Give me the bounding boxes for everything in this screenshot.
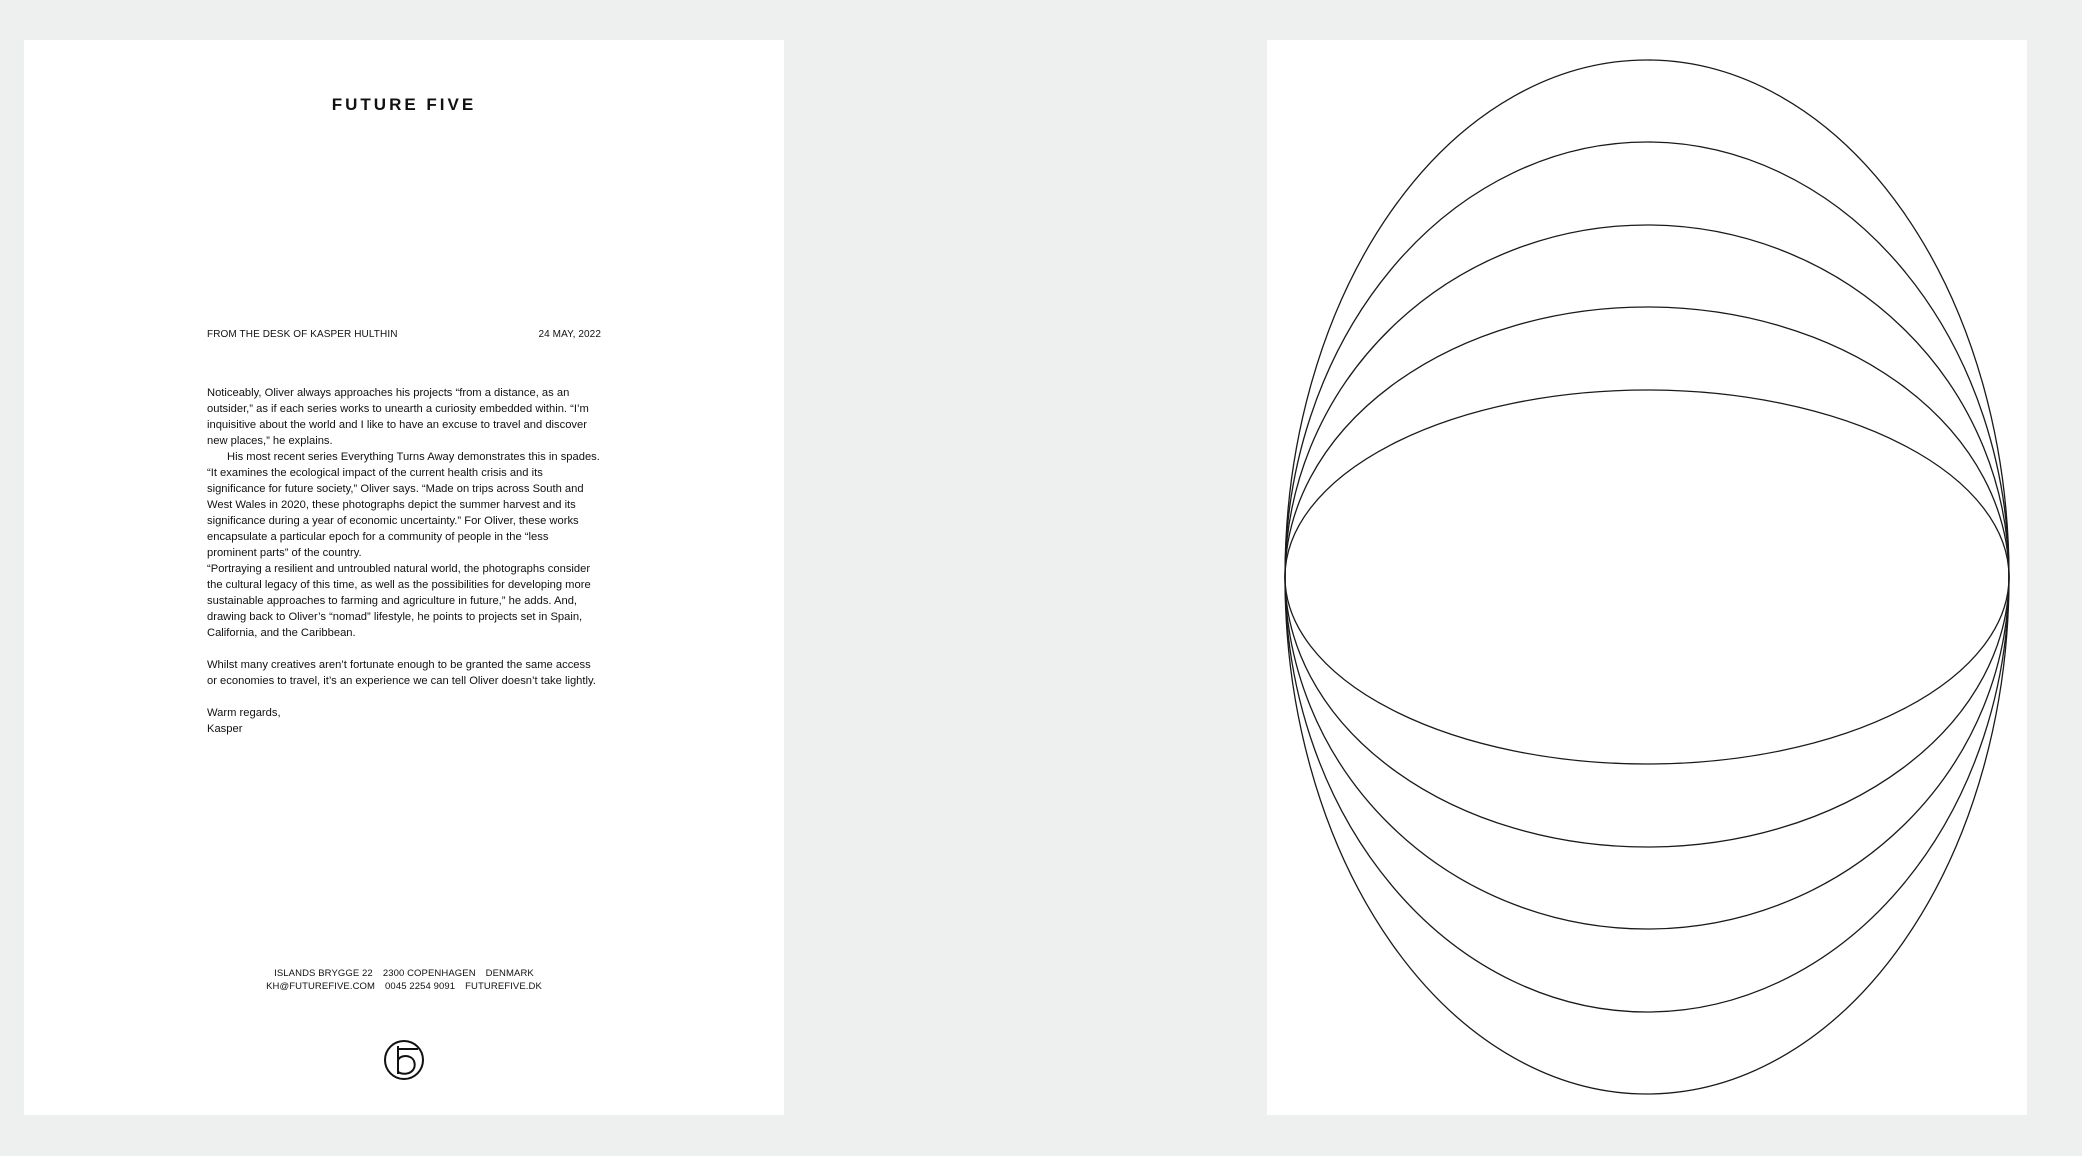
ellipse-2 <box>1285 142 2009 1012</box>
footer-country: DENMARK <box>485 968 534 979</box>
footer-street: ISLANDS BRYGGE 22 <box>274 968 373 979</box>
ellipse-3 <box>1285 225 2009 929</box>
footer-phone: 0045 2254 9091 <box>385 981 456 992</box>
body-paragraph-3: “Portraying a resilient and untroubled natural world, the photographs consider the cultural legacy of this time, as well as the possibilities for developing more sustainable approaches to farming and agriculture in future,” he adds. And, drawing back to Oliver’s “nomad” lifestyle, he points to projects set in Spain, California, and the Caribbean. <box>207 563 591 639</box>
letter-footer <box>24 967 784 993</box>
closing-line: Warm regards, <box>207 707 281 719</box>
brand-wordmark: FUTURE FIVE <box>331 95 477 114</box>
footer-city: 2300 COPENHAGEN <box>382 968 476 979</box>
letter-date: 24 MAY, 2022 <box>538 329 601 340</box>
footer-address-line <box>24 967 784 980</box>
ellipse-5 <box>1285 390 2009 764</box>
body-paragraph-2: His most recent series Everything Turns Away demonstrates this in spades. “It examines the ecological impact of the current health crisis and its significance for future society,” Oliver says. “Made on trips across South and West Wales in 2020, these photographs depict the summer harvest and its significance during a year of economic uncertainty.” For Oliver, these works encapsulate a particular epoch for a community of people in the “less prominent parts” of the country. <box>207 451 600 559</box>
from-line: FROM THE DESK OF KASPER HULTHIN <box>207 329 398 340</box>
signature: Kasper <box>207 723 243 735</box>
footer-website: FUTUREFIVE.DK <box>465 981 542 992</box>
footer-email: KH@FUTUREFIVE.COM <box>266 981 376 992</box>
letter-meta-row <box>207 329 601 340</box>
letter-page <box>24 40 784 1115</box>
body-paragraph-1: Noticeably, Oliver always approaches his projects “from a distance, as an outsider,” as if each series works to unearth a curiosity embedded within. “I’m inquisitive about the world and I like to have an excuse to travel and discover new places,” he explains. <box>207 387 589 447</box>
ellipse-1 <box>1285 60 2009 1094</box>
footer-contact-line <box>24 980 784 993</box>
letter-body <box>207 385 601 737</box>
body-paragraph-4: Whilst many creatives aren’t fortunate enough to be granted the same access or economies to travel, it’s an experience we can tell Oliver doesn’t take lightly. <box>207 659 596 687</box>
artwork-page <box>1267 40 2027 1115</box>
future-five-monogram-icon <box>383 1039 425 1081</box>
nested-ellipses-artwork <box>1267 40 2027 1115</box>
ellipse-group <box>1285 60 2009 1094</box>
ellipse-4 <box>1285 307 2009 847</box>
